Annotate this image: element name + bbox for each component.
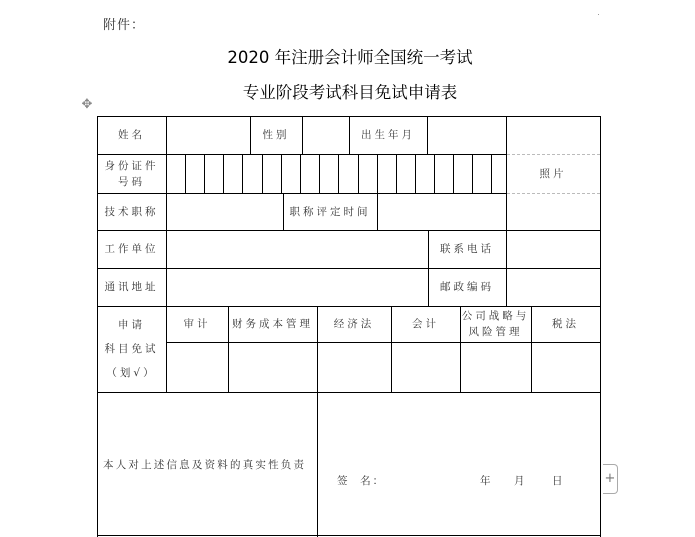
subject-economic-law-check[interactable] [317,342,391,392]
table-border-right [600,116,601,537]
month-label: 月 [514,475,525,487]
declaration-statement: 本人对上述信息及资料的真实性负责 [103,458,307,471]
subject-audit-header: 审计 [183,318,211,330]
birth-date-label: 出生年月 [361,129,415,141]
photo-dashed-divider [507,193,600,194]
exempt-subjects-label-line2: 科目免试 [104,343,159,355]
id-number-label [97,154,166,193]
subject-economic-law-header: 经济法 [333,318,375,330]
subject-tax-law-header: 税法 [552,318,579,330]
professional-title-label: 技术职称 [104,205,159,218]
address-field[interactable] [166,268,428,306]
gender-label: 性别 [262,129,290,141]
employer-field[interactable] [166,230,428,268]
document-title: 2020 年注册会计师全国统一考试 [227,48,473,67]
subject-strategy-risk-line1: 公司战略与 [461,310,530,322]
subject-strategy-risk-line2: 风险管理 [468,326,523,338]
add-row-icon[interactable]: + [603,464,618,494]
subject-accounting-header: 会计 [412,318,439,330]
professional-title-field[interactable] [166,193,283,230]
postcode-label: 邮政编码 [440,281,494,293]
title-date-field[interactable] [377,193,506,230]
exempt-subjects-label [97,306,166,392]
photo-label: 照片 [539,167,567,180]
table-move-handle-icon[interactable]: ✥ [81,97,93,112]
subject-financial-cost-mgmt-check[interactable] [228,342,317,392]
exempt-subjects-label-line3: （划√） [106,367,157,379]
photo-box[interactable] [506,154,600,193]
document-subtitle: 专业阶段考试科目免试申请表 [242,83,458,102]
subject-audit-check[interactable] [166,342,228,392]
subject-strategy-risk-check[interactable] [460,342,531,392]
name-label: 姓名 [118,129,145,141]
exempt-subjects-label-line1: 申请 [118,319,145,331]
phone-label: 联系电话 [440,243,494,255]
employer-label: 工作单位 [104,243,159,255]
postcode-field[interactable] [506,268,600,306]
id-number-label-line2: 号码 [118,175,145,188]
year-label: 年 [480,475,491,487]
attachment-label: 附件： [103,18,146,33]
title-date-label: 职称评定时间 [289,205,371,218]
subject-strategy-risk-header [460,306,531,342]
subject-tax-law-check[interactable] [531,342,600,392]
signature-area[interactable] [317,392,600,537]
gender-field[interactable] [302,116,349,154]
birth-date-field[interactable] [427,116,506,154]
address-label: 通讯地址 [104,281,159,293]
id-number-field[interactable] [166,154,506,193]
name-field[interactable] [166,116,250,154]
page-corner-mark [598,14,599,15]
day-label: 日 [552,475,563,487]
id-number-label-line1: 身份证件 [104,159,159,172]
subject-accounting-check[interactable] [391,342,460,392]
signature-label: 签 名： [337,475,386,487]
phone-field[interactable] [506,230,600,268]
subject-financial-cost-mgmt-header: 财务成本管理 [232,318,313,330]
